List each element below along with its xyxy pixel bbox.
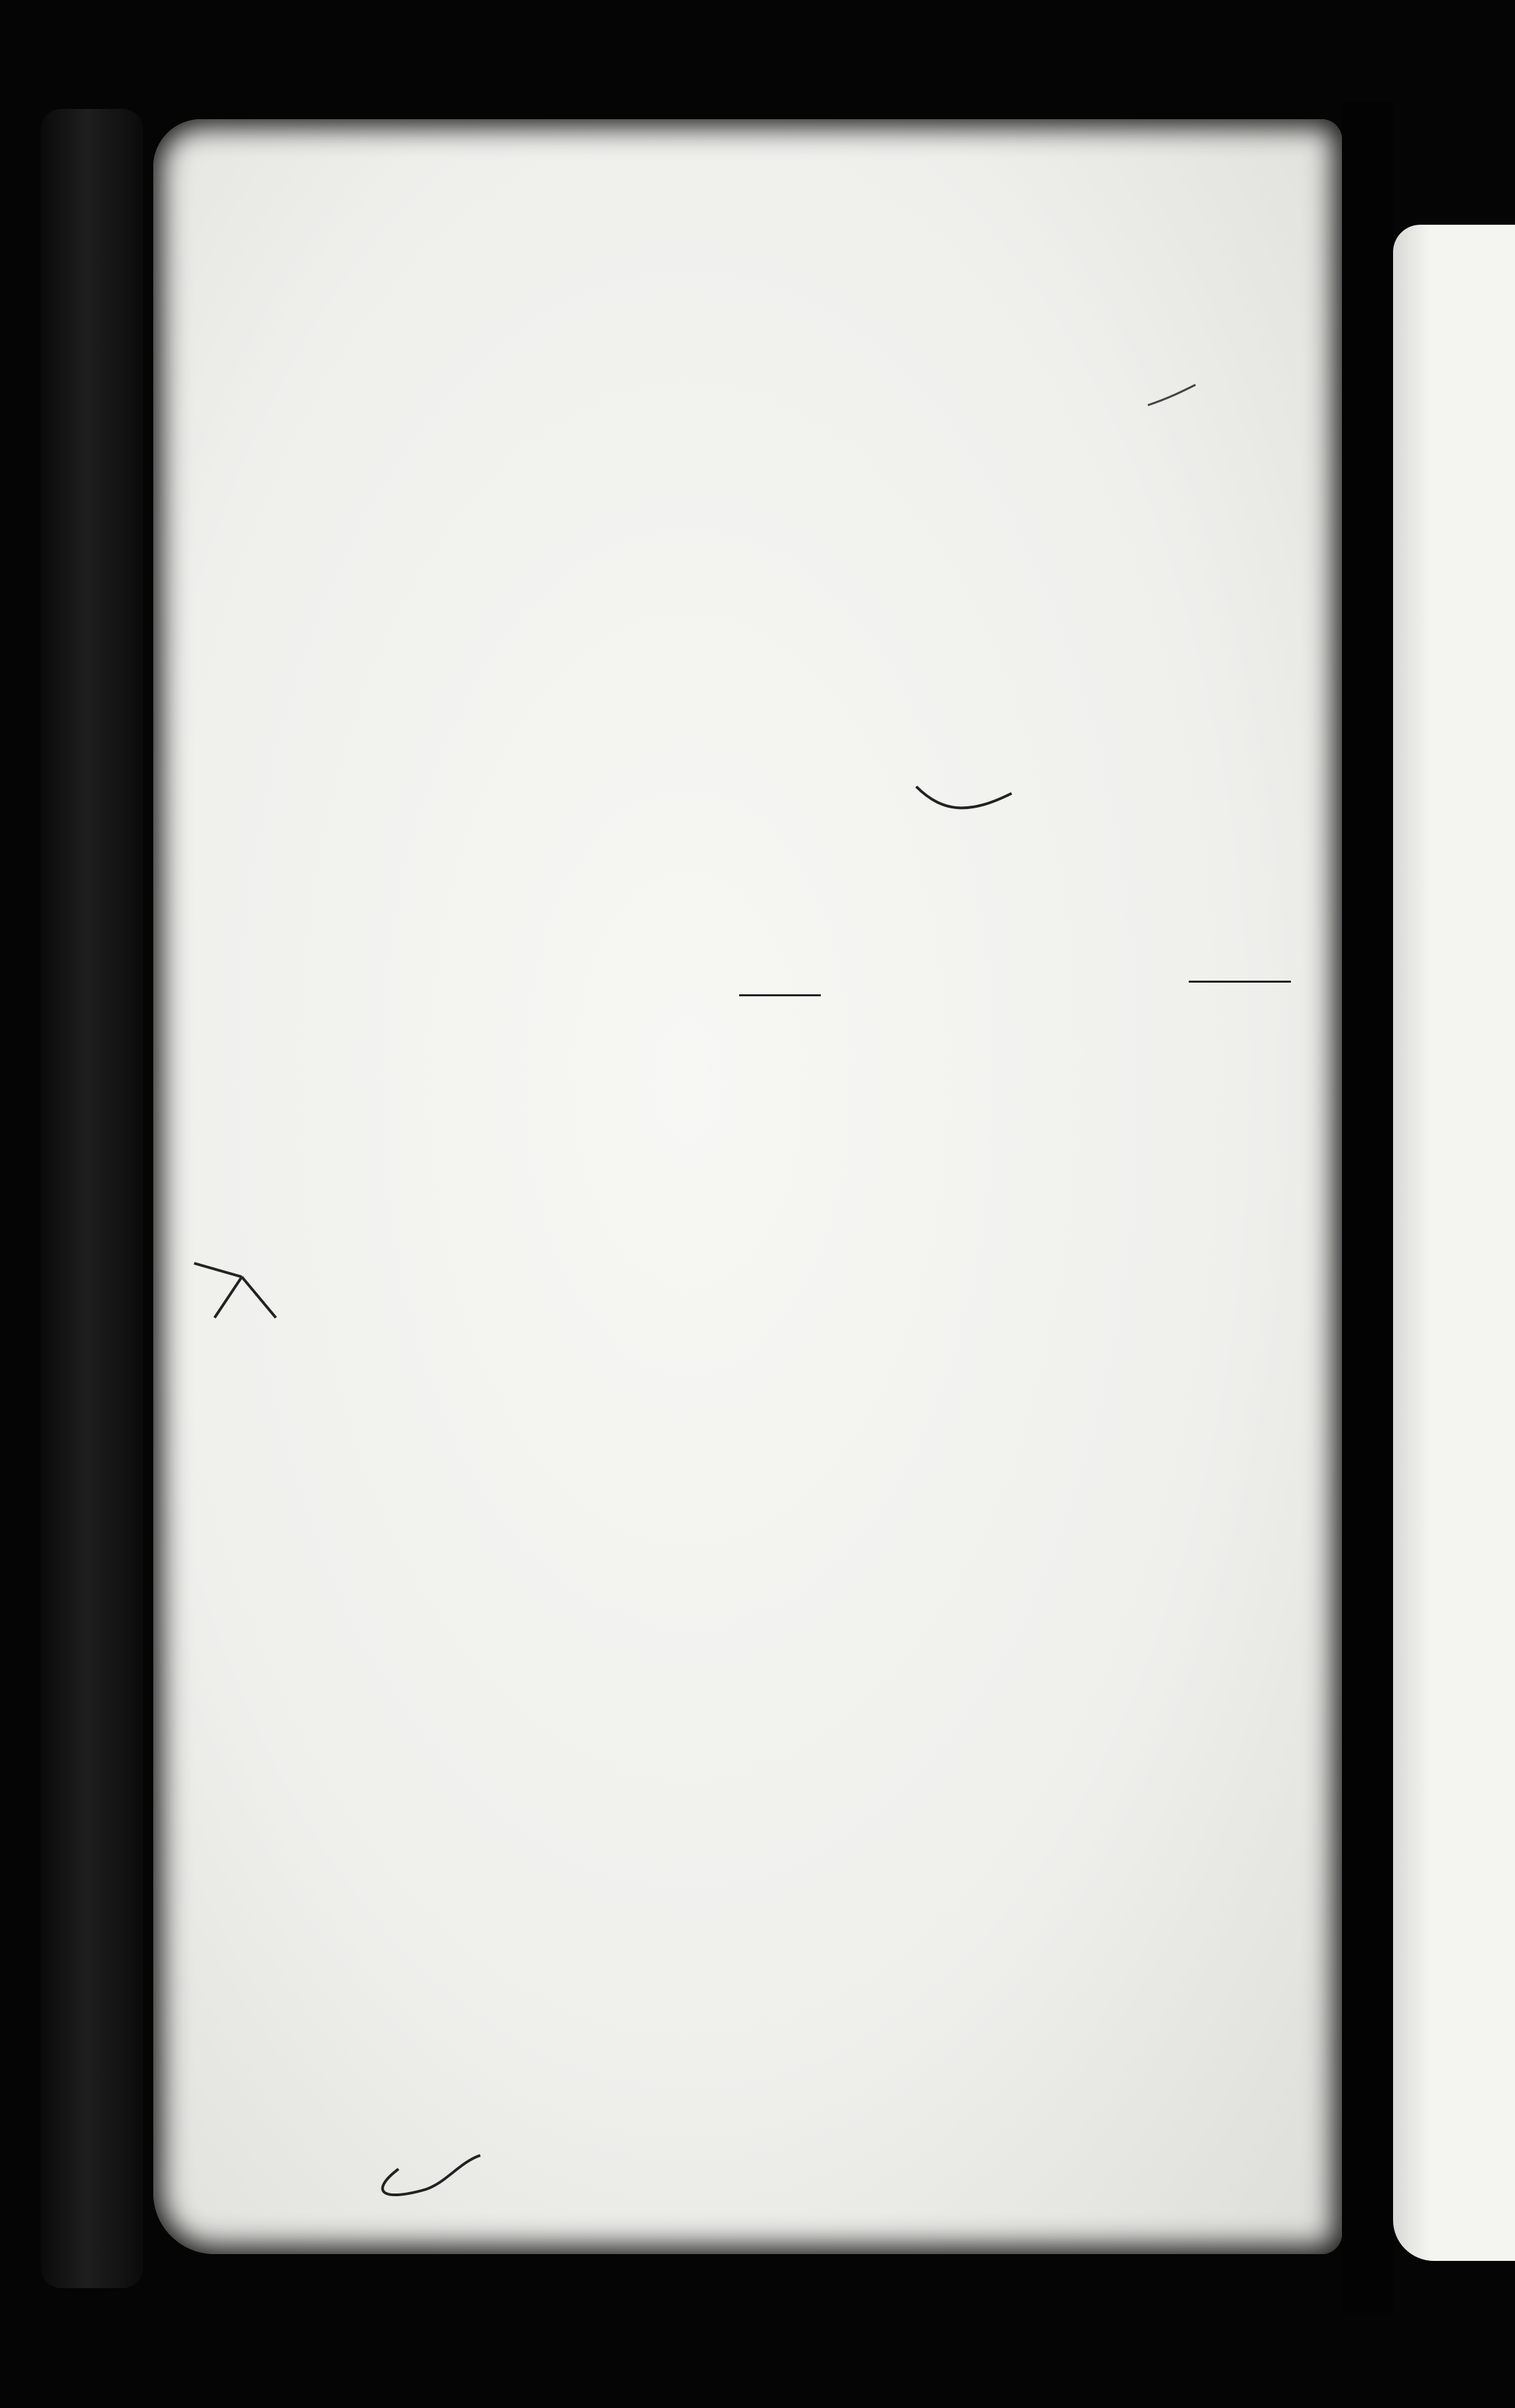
facing-page-fragment (1393, 225, 1515, 2261)
pen-marks (153, 119, 1342, 2254)
page-40 (153, 119, 1342, 2254)
page-gutter (1342, 102, 1393, 2315)
book-spine (41, 109, 143, 2288)
